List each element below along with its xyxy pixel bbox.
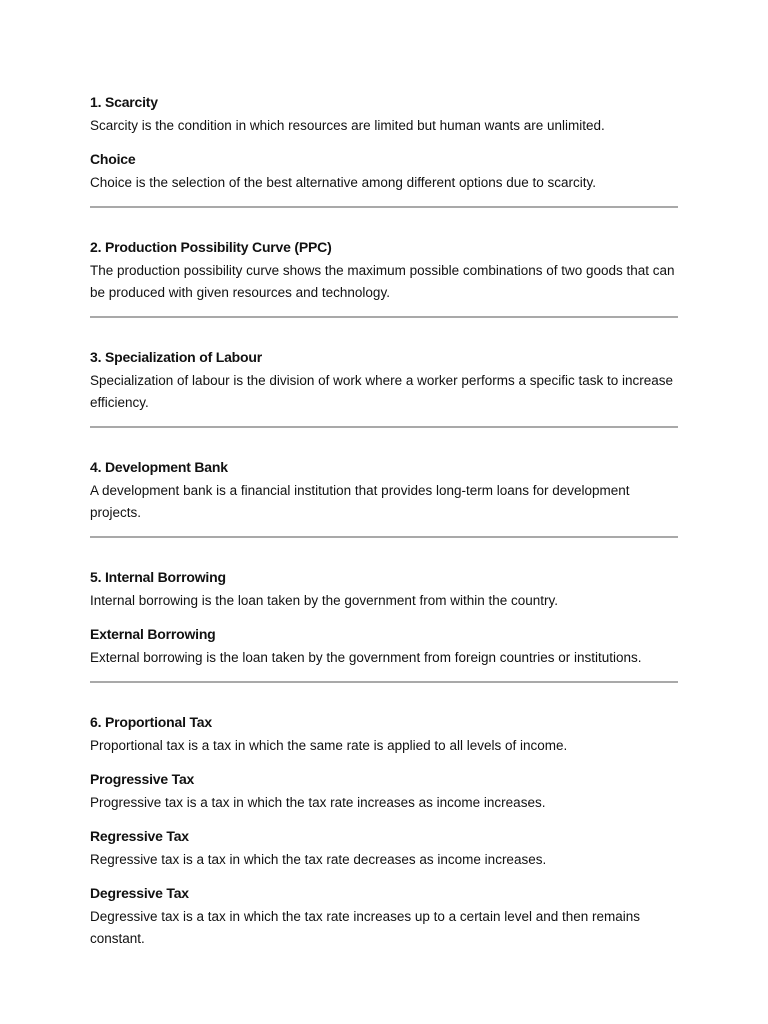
term-heading: 2. Production Possibility Curve (PPC) xyxy=(90,239,332,255)
term-definition: Regressive tax is a tax in which the tax rate decreases as income increases. xyxy=(90,852,547,867)
term-definition: The production possibility curve shows the maximum possible combinations of two goods that can be produced with given resources and technology. xyxy=(90,263,675,300)
section-divider xyxy=(90,426,678,428)
term-definition: Choice is the selection of the best alternative among different options due to scarcity. xyxy=(90,175,597,190)
term-definition: Degressive tax is a tax in which the tax rate increases up to a certain level and then remains constant. xyxy=(90,909,641,946)
term-heading: Regressive Tax xyxy=(90,828,189,844)
term-heading: 6. Proportional Tax xyxy=(90,714,212,730)
section-divider xyxy=(90,206,678,208)
term-heading: Degressive Tax xyxy=(90,885,189,901)
term-definition: Proportional tax is a tax in which the same rate is applied to all levels of income. xyxy=(90,738,568,753)
section-specialization xyxy=(90,348,678,414)
term-definition: Specialization of labour is the division of work where a worker performs a specific task to increase efficiency. xyxy=(90,373,674,410)
section-development-bank xyxy=(90,458,678,524)
section-ppc xyxy=(90,238,678,304)
section-divider xyxy=(90,536,678,538)
term-definition: Internal borrowing is the loan taken by the government from within the country. xyxy=(90,593,558,608)
term-heading: Progressive Tax xyxy=(90,771,195,787)
term-heading: External Borrowing xyxy=(90,626,216,642)
term-definition: A development bank is a financial institution that provides long-term loans for development projects. xyxy=(90,483,630,520)
section-scarcity xyxy=(90,93,678,194)
section-divider xyxy=(90,316,678,318)
term-definition: External borrowing is the loan taken by the government from foreign countries or institutions. xyxy=(90,650,642,665)
section-borrowing xyxy=(90,568,678,669)
term-heading: 4. Development Bank xyxy=(90,459,228,475)
term-heading: 5. Internal Borrowing xyxy=(90,569,226,585)
section-taxes xyxy=(90,713,678,950)
section-divider xyxy=(90,681,678,683)
term-heading: 3. Specialization of Labour xyxy=(90,349,262,365)
term-definition: Scarcity is the condition in which resources are limited but human wants are unlimited. xyxy=(90,118,605,133)
term-definition: Progressive tax is a tax in which the tax rate increases as income increases. xyxy=(90,795,546,810)
term-heading: Choice xyxy=(90,151,136,167)
term-heading: 1. Scarcity xyxy=(90,94,158,110)
